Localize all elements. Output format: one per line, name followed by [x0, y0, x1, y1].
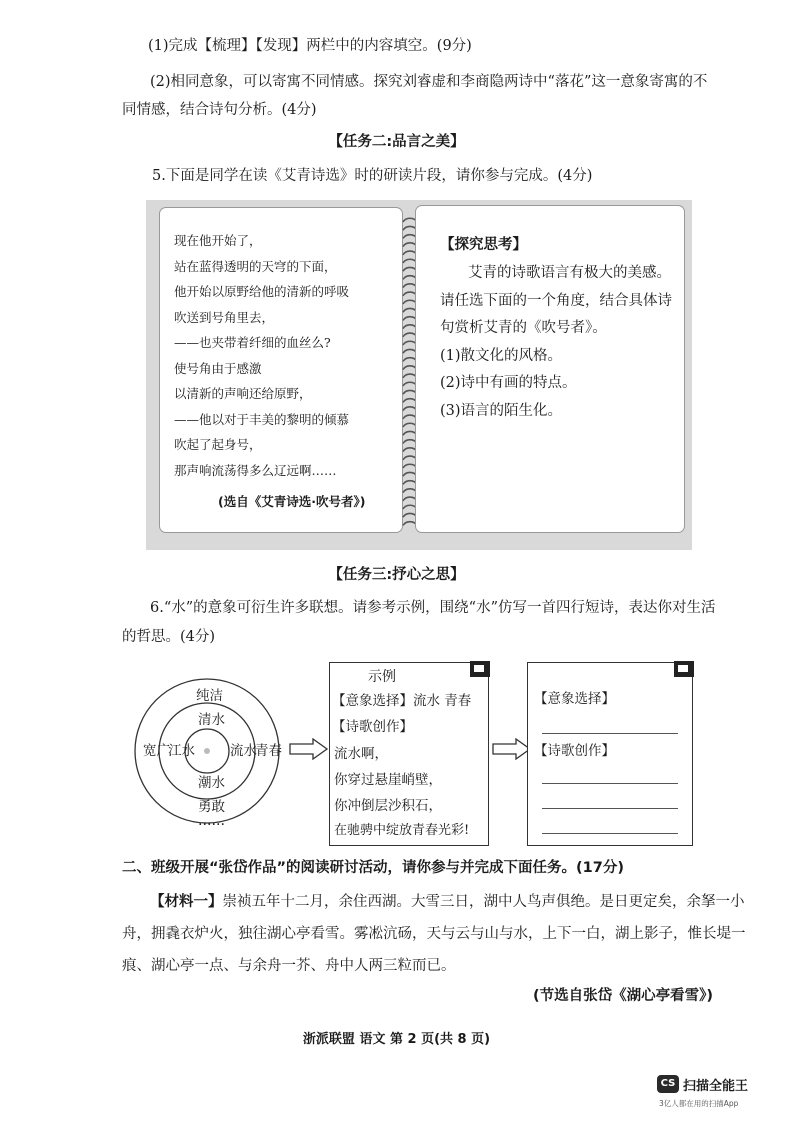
explore-heading: 【探究思考】 — [440, 237, 527, 253]
spiral-ring — [403, 284, 417, 288]
example-poem-line: 你穿过悬崖峭壁， — [334, 772, 442, 788]
answer-blank-line — [542, 833, 678, 834]
answer-image-label: 【意象选择】 — [534, 691, 615, 707]
spiral-ring — [403, 456, 417, 460]
spiral-ring — [403, 226, 417, 230]
explore-line: (1)散文化的风格。 — [440, 347, 563, 364]
spiral-ring — [403, 472, 417, 476]
spiral-ring — [403, 251, 417, 255]
part2-heading: 二、班级开展“张岱作品”的阅读研讨活动，请你参与并完成下面任务。(17分) — [122, 860, 624, 876]
spiral-ring — [403, 415, 417, 419]
poem-block — [174, 228, 349, 483]
q4-part2-line1: (2)相同意象，可以寄寓不同情感。探究刘睿虚和李商隐两诗中“落花”这一意象寄寓的不 — [150, 74, 708, 90]
answer-box — [527, 662, 693, 846]
spiral-ring — [403, 308, 417, 312]
page-footer: 浙派联盟 语文 第 2 页(共 8 页) — [302, 1032, 491, 1047]
spiral-ring — [403, 497, 417, 501]
poem-line: 吹起了起身号， — [174, 437, 262, 452]
explore-line: (2)诗中有画的特点。 — [440, 375, 577, 391]
spiral-ring — [403, 374, 417, 378]
poem-line: 那声响流荡得多么辽远啊…… — [174, 462, 337, 478]
example-poem-line: 流水啊， — [334, 746, 388, 762]
example-image-label: 【意象选择】流水 青春 — [332, 693, 472, 709]
spiral-ring — [403, 522, 417, 526]
spiral-ring — [403, 259, 417, 263]
spiral-ring — [403, 218, 417, 222]
material1-label: 【材料一】 — [150, 894, 223, 910]
circle-label-left-outer: 宽广 — [143, 743, 170, 759]
notebook-left-page — [160, 208, 402, 532]
poem-line: ——他以对于丰美的黎明的倾慕 — [174, 411, 350, 427]
poem-line: 站在蓝得透明的天穹的下面， — [174, 258, 337, 274]
explore-body — [440, 260, 672, 425]
poem-line: 使号角由于感激 — [174, 360, 262, 376]
spiral-ring — [403, 513, 417, 517]
spiral-ring — [403, 243, 417, 247]
spiral-ring — [403, 267, 417, 271]
spiral-ring — [403, 431, 417, 435]
spiral-ring — [403, 235, 417, 239]
circle-label-left-inner: 江水 — [168, 743, 195, 759]
circle-label-outer-top: 纯洁 — [196, 688, 223, 704]
answer-blank-line — [542, 783, 678, 784]
q6-line2: 的哲思。(4分) — [122, 629, 216, 645]
arrow-right-icon — [289, 738, 329, 760]
poem-line: 现在他开始了， — [174, 233, 262, 248]
circle-label-outer-bottom: 勇敢 — [198, 799, 225, 815]
spiral-ring — [403, 317, 417, 321]
poem-source: (选自《艾青诗选·吹号者》) — [218, 494, 366, 509]
example-box — [329, 662, 489, 846]
spiral-ring — [403, 448, 417, 452]
answer-creation-label: 【诗歌创作】 — [534, 743, 615, 759]
spiral-ring — [403, 440, 417, 444]
corner-tab-icon — [674, 661, 694, 677]
poem-line: 他开始以原野给他的清新的呼吸 — [174, 284, 350, 299]
poem-line: ——也夹带着纤细的血丝么? — [174, 335, 331, 350]
spiral-ring — [403, 300, 417, 304]
answer-blank-line — [542, 733, 678, 734]
spiral-ring — [403, 333, 417, 337]
example-poem-line: 你冲倒层沙积石， — [334, 798, 442, 814]
circle-label-inner-top: 清水 — [198, 712, 225, 728]
spiral-ring — [403, 349, 417, 353]
spiral-ring — [403, 358, 417, 362]
material1-line2: 舟，拥毳衣炉火，独往湖心亭看雪。雾凇沆砀，天与云与山与水，上下一白，湖上影子，惟长堤一 — [122, 926, 746, 942]
spiral-ring — [403, 481, 417, 485]
q6-line1: 6.“水”的意象可衍生许多联想。请参考示例，围绕“水”仿写一首四行短诗，表达你对生活 — [150, 600, 716, 616]
material1-source: (节选自张岱《湖心亭看雪》) — [532, 988, 713, 1004]
scanner-watermark — [657, 1073, 777, 1113]
q4-part2-line2: 同情感，结合诗句分析。(4分) — [122, 102, 317, 118]
q4-part1: (1)完成【梳理】【发现】两栏中的内容填空。(9分) — [148, 38, 472, 54]
corner-tab-icon — [470, 661, 490, 677]
spiral-ring — [403, 464, 417, 468]
example-creation-label: 【诗歌创作】 — [332, 719, 413, 735]
task3-heading: 【任务三:抒心之思】 — [328, 567, 465, 583]
circle-label-right-outer: 青春 — [255, 743, 282, 759]
explore-line: 句赏析艾青的《吹号者》。 — [440, 320, 607, 336]
poem-line: 吹送到号角里去， — [174, 309, 275, 325]
spiral-ring — [403, 407, 417, 411]
material1-line3: 痕、湖心亭一点、与余舟一芥、舟中人两三粒而已。 — [122, 958, 456, 974]
spiral-ring — [403, 489, 417, 493]
camscanner-logo-icon: CS — [657, 1075, 679, 1093]
example-poem-line: 在驰骋中绽放青春光彩! — [334, 823, 470, 838]
spiral-ring — [403, 399, 417, 403]
circle-label-inner-bottom: 潮水 — [198, 775, 225, 791]
spiral-ring — [403, 382, 417, 386]
spiral-ring — [403, 276, 417, 280]
watermark-tagline: 3亿人都在用的扫描App — [659, 1099, 739, 1108]
explore-line: 请任选下面的一个角度，结合具体诗 — [440, 292, 672, 309]
spiral-ring — [403, 366, 417, 370]
spiral-ring — [403, 423, 417, 427]
task2-heading: 【任务二:品言之美】 — [328, 134, 465, 150]
arrow-right-icon — [492, 738, 532, 760]
poem-line: 以清新的声响还给原野， — [174, 386, 312, 401]
circle-label-dots: …… — [198, 813, 225, 829]
explore-line: 艾青的诗歌语言有极大的美感。 — [468, 265, 671, 281]
example-title: 示例 — [368, 669, 396, 685]
watermark-brand: 扫描全能王 — [683, 1079, 749, 1094]
answer-blank-line — [542, 808, 678, 809]
material1-line1: 【材料一】崇祯五年十二月，余住西湖。大雪三日，湖中人鸟声俱绝。是日更定矣，余拏一小 — [150, 894, 745, 910]
spiral-ring — [403, 505, 417, 509]
spiral-ring — [403, 341, 417, 345]
spiral-ring — [403, 325, 417, 329]
spiral-ring — [403, 390, 417, 394]
spiral-ring — [403, 292, 417, 296]
notebook-right-page — [416, 206, 684, 532]
circle-label-right-inner: 流水 — [230, 743, 257, 759]
q5-prompt: 5.下面是同学在读《艾青诗选》时的研读片段，请你参与完成。(4分) — [152, 168, 593, 184]
explore-line: (3)语言的陌生化。 — [440, 402, 563, 419]
